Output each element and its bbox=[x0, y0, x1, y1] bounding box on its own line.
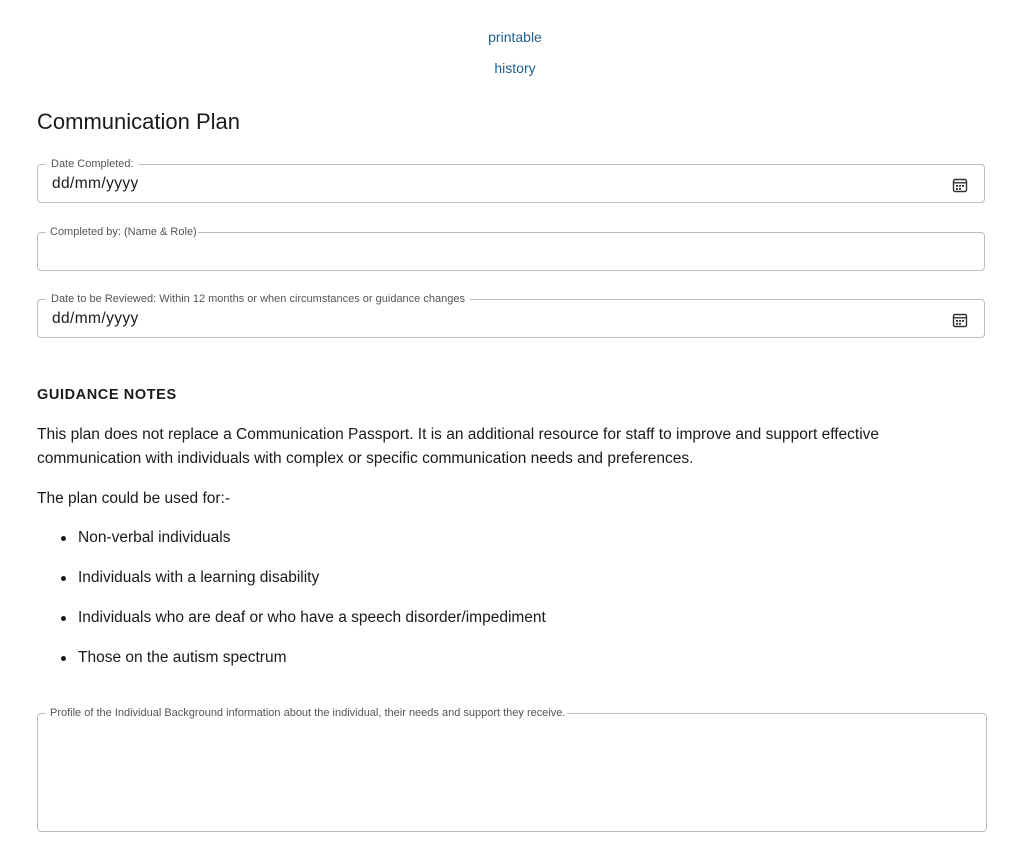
printable-link[interactable]: printable bbox=[488, 29, 542, 45]
list-item bbox=[37, 606, 546, 646]
top-links bbox=[0, 27, 1024, 89]
completed-by-field[interactable] bbox=[37, 226, 985, 271]
list-item-text: Individuals who are deaf or who have a speech disorder/impediment bbox=[78, 609, 546, 626]
profile-textarea[interactable] bbox=[37, 707, 987, 832]
date-completed-label: Date Completed: bbox=[46, 157, 139, 171]
guidance-list bbox=[37, 526, 546, 686]
bullet-icon bbox=[61, 656, 66, 661]
calendar-icon[interactable] bbox=[952, 177, 968, 193]
list-item-text: Non-verbal individuals bbox=[78, 529, 231, 546]
list-item bbox=[37, 566, 546, 606]
date-review-field[interactable] bbox=[37, 293, 985, 338]
bullet-icon bbox=[61, 616, 66, 621]
bullet-icon bbox=[61, 536, 66, 541]
date-review-input[interactable]: dd/mm/yyyy bbox=[52, 310, 139, 327]
date-completed-field[interactable] bbox=[37, 158, 985, 203]
date-review-label: Date to be Reviewed: Within 12 months or when circumstances or guidance changes bbox=[46, 292, 470, 306]
profile-label: Profile of the Individual Background information about the individual, their needs and support they receive. bbox=[46, 706, 567, 720]
page-title: Communication Plan bbox=[37, 109, 240, 134]
list-item-text: Those on the autism spectrum bbox=[78, 649, 287, 666]
list-item bbox=[37, 646, 546, 686]
bullet-icon bbox=[61, 576, 66, 581]
guidance-paragraph: This plan does not replace a Communication Passport. It is an additional resource for staff to improve and support effective communication with individuals with complex or specific communication needs and preferences. bbox=[37, 426, 880, 467]
guidance-intro: The plan could be used for:- bbox=[37, 490, 231, 507]
history-link[interactable]: history bbox=[494, 60, 536, 76]
list-item bbox=[37, 526, 546, 566]
list-item-text: Individuals with a learning disability bbox=[78, 569, 320, 586]
calendar-icon[interactable] bbox=[952, 312, 968, 328]
guidance-notes-heading: GUIDANCE NOTES bbox=[37, 387, 177, 403]
completed-by-label: Completed by: (Name & Role) bbox=[46, 225, 198, 239]
date-completed-input[interactable]: dd/mm/yyyy bbox=[52, 175, 139, 192]
